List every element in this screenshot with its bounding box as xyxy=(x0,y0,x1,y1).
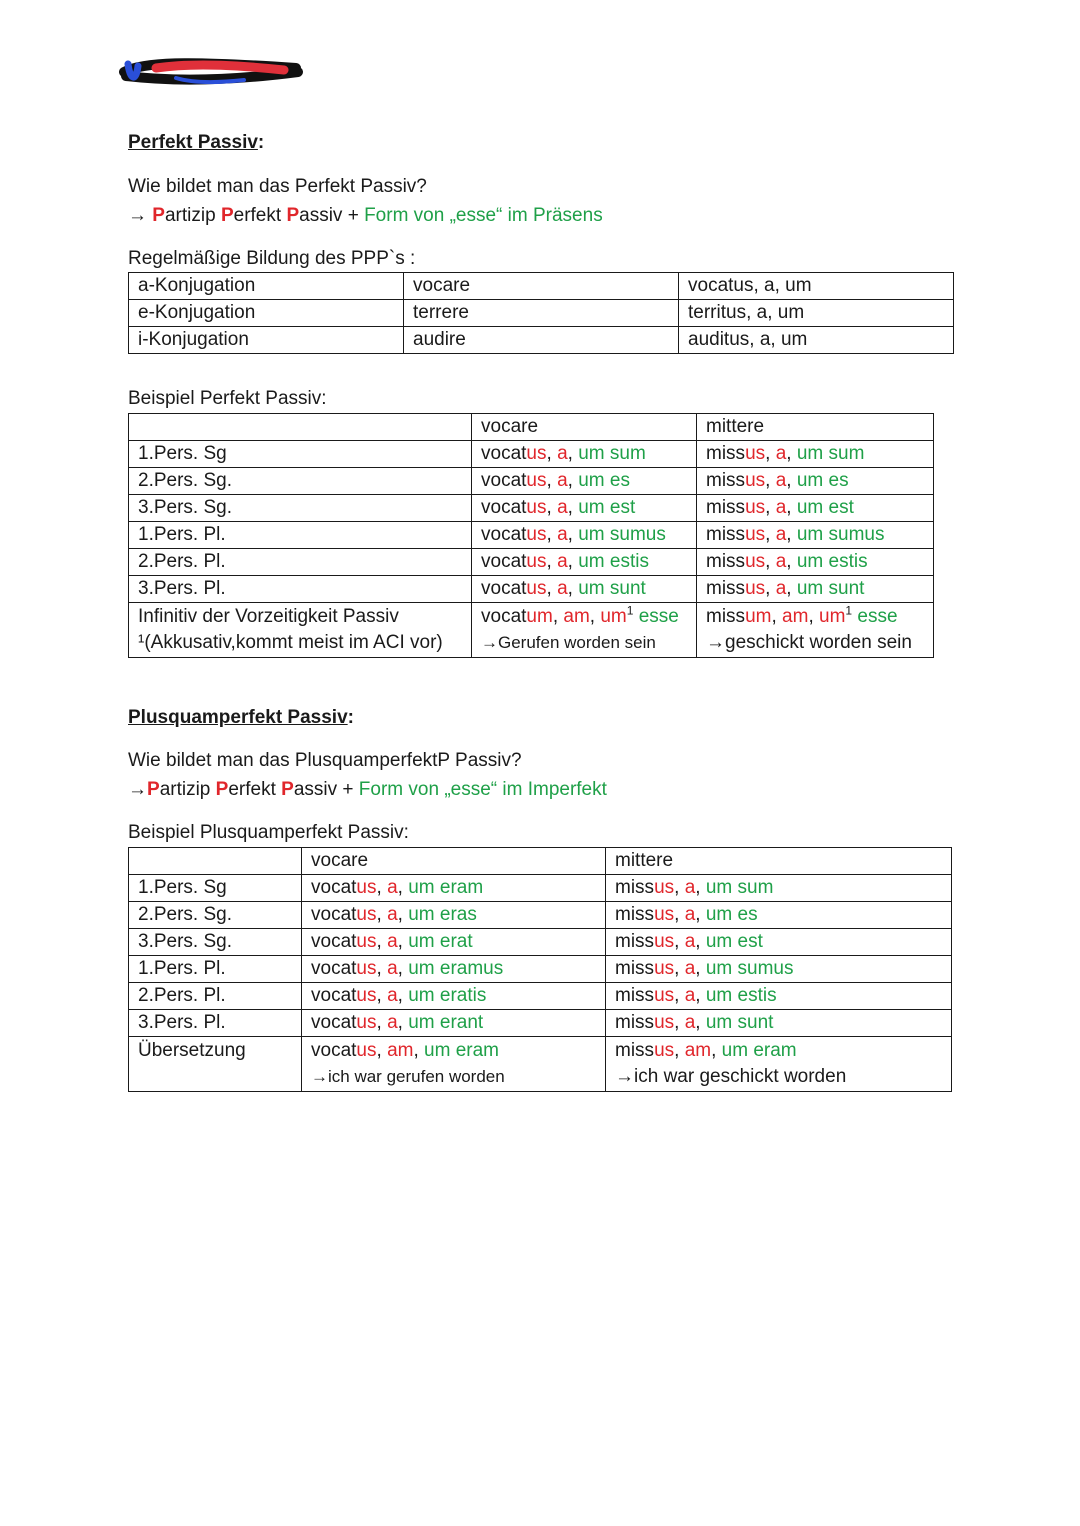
text-segment: Perfekt Passiv xyxy=(128,132,258,153)
text-segment: a xyxy=(557,470,568,491)
text-segment: , xyxy=(765,470,776,491)
text-segment: vocat xyxy=(481,524,527,545)
table-cell: 1.Pers. Pl. xyxy=(129,522,472,549)
table-cell: a-Konjugation xyxy=(129,273,404,300)
text-segment: us xyxy=(526,470,547,491)
text-segment: , xyxy=(674,958,685,979)
text-segment: P xyxy=(215,779,229,800)
table-row xyxy=(129,1037,952,1092)
text-segment: : xyxy=(257,132,265,153)
text-segment: a xyxy=(684,877,696,898)
text-segment: us xyxy=(745,551,766,572)
text-segment: miss xyxy=(615,1012,655,1033)
text-segment: a xyxy=(684,958,696,979)
table-cell: audire xyxy=(404,327,679,354)
text-segment: →Gerufen worden sein xyxy=(481,633,656,652)
text-segment: a xyxy=(684,931,696,952)
text-segment: vocat xyxy=(481,497,527,518)
text-segment: a xyxy=(387,877,398,898)
text-segment: , xyxy=(552,606,564,627)
text-segment: am xyxy=(782,606,809,627)
table-cell xyxy=(697,441,934,468)
table-cell xyxy=(472,522,697,549)
table-cell: vocare xyxy=(404,273,679,300)
text-segment: , xyxy=(567,578,573,599)
text-segment: vocat xyxy=(311,985,357,1006)
text-segment: a xyxy=(557,497,568,518)
text-segment: esse xyxy=(638,606,679,627)
text-segment: , xyxy=(711,1040,717,1061)
text-segment: , xyxy=(695,958,701,979)
text-segment: a xyxy=(387,931,398,952)
text-segment: us xyxy=(745,578,766,599)
text-segment: → xyxy=(128,205,153,226)
text-segment: vocat xyxy=(311,931,357,952)
table-row xyxy=(129,495,934,522)
text-segment: us xyxy=(356,958,377,979)
text-segment: , xyxy=(765,551,776,572)
text-segment: , xyxy=(546,524,558,545)
text-segment: , xyxy=(765,578,776,599)
perfekt-example-heading: Beispiel Perfekt Passiv: xyxy=(128,388,327,409)
text-segment: a xyxy=(557,578,568,599)
table-cell: vocatus, a, um xyxy=(679,273,954,300)
table-row xyxy=(129,414,934,441)
text-segment: um sumus xyxy=(796,524,885,545)
perfekt-question: Wie bildet man das Perfekt Passiv? xyxy=(128,176,427,197)
text-segment: P xyxy=(147,779,160,800)
text-segment: erfekt xyxy=(228,779,282,800)
text-segment: , xyxy=(397,985,403,1006)
text-segment: a xyxy=(387,1012,398,1033)
text-segment: us xyxy=(526,497,547,518)
table-cell xyxy=(697,549,934,576)
text-segment: um est xyxy=(796,497,854,518)
plusquamperfekt-passiv-heading xyxy=(128,703,354,732)
text-segment: + xyxy=(337,779,359,800)
text-segment: esse xyxy=(857,606,898,627)
text-segment: um estis xyxy=(705,985,777,1006)
ppp-heading: Regelmäßige Bildung des PPP`s : xyxy=(128,248,416,269)
table-cell xyxy=(472,603,697,658)
text-segment: us xyxy=(745,497,766,518)
table-cell: 2.Pers. Sg. xyxy=(129,468,472,495)
table-row xyxy=(129,300,954,327)
text-segment: us xyxy=(526,578,547,599)
table-cell xyxy=(697,468,934,495)
text-segment: , xyxy=(397,1012,403,1033)
table-cell xyxy=(606,956,952,983)
table-cell xyxy=(606,875,952,902)
table-cell xyxy=(472,576,697,603)
text-segment: P xyxy=(286,205,300,226)
text-segment: um sum xyxy=(705,877,774,898)
text-segment: vocat xyxy=(481,606,527,627)
table-cell xyxy=(472,468,697,495)
text-segment: us xyxy=(654,931,675,952)
text-segment: us xyxy=(654,1012,675,1033)
table-row xyxy=(129,522,934,549)
text-segment: us xyxy=(654,1040,675,1061)
text-segment: , xyxy=(567,551,573,572)
table-cell xyxy=(472,495,697,522)
table-row xyxy=(129,902,952,929)
text-segment: vocat xyxy=(481,578,527,599)
text-segment: um eram xyxy=(424,1040,499,1061)
text-segment: um estis xyxy=(578,551,649,572)
table-row xyxy=(129,441,934,468)
text-segment: um eram xyxy=(721,1040,797,1061)
text-segment: um xyxy=(526,606,553,627)
table-cell: 3.Pers. Pl. xyxy=(129,576,472,603)
text-segment: → xyxy=(128,779,147,800)
table-cell: terrere xyxy=(404,300,679,327)
text-segment: miss xyxy=(615,931,655,952)
text-segment: miss xyxy=(615,958,655,979)
table-row xyxy=(129,576,934,603)
plusquamperfekt-formula xyxy=(128,775,607,804)
table-cell: mittere xyxy=(697,414,934,441)
text-segment: , xyxy=(786,443,792,464)
text-segment: um xyxy=(745,606,772,627)
text-segment: vocat xyxy=(481,470,527,491)
text-segment: , xyxy=(674,904,685,925)
text-segment: , xyxy=(695,985,701,1006)
text-segment: miss xyxy=(615,877,655,898)
text-segment: miss xyxy=(706,470,746,491)
text-segment: miss xyxy=(615,904,655,925)
text-segment: a xyxy=(775,524,787,545)
text-segment: a xyxy=(684,904,696,925)
text-segment: a xyxy=(387,958,398,979)
table-cell: vocare xyxy=(302,848,606,875)
text-segment: us xyxy=(654,877,675,898)
table-row xyxy=(129,875,952,902)
table-cell: 1.Pers. Pl. xyxy=(129,956,302,983)
text-segment: , xyxy=(674,1040,685,1061)
table-cell: mittere xyxy=(606,848,952,875)
text-segment: us xyxy=(654,985,675,1006)
text-segment: us xyxy=(526,551,547,572)
text-segment: vocat xyxy=(311,877,357,898)
perfekt-passiv-heading xyxy=(128,128,264,157)
text-segment: , xyxy=(376,1012,388,1033)
text-segment: um est xyxy=(705,931,763,952)
text-segment: assiv xyxy=(299,205,343,226)
text-segment: vocat xyxy=(311,958,357,979)
text-segment: vocat xyxy=(311,1012,357,1033)
text-segment: um eramus xyxy=(408,958,504,979)
text-segment: , xyxy=(546,497,558,518)
text-segment: , xyxy=(786,497,792,518)
text-segment: vocat xyxy=(481,443,527,464)
text-segment: us xyxy=(356,985,377,1006)
text-segment: us xyxy=(356,931,377,952)
text-segment: vocat xyxy=(311,904,357,925)
text-segment: um sunt xyxy=(705,1012,774,1033)
table-cell xyxy=(472,549,697,576)
table-row xyxy=(129,929,952,956)
table-cell xyxy=(606,1010,952,1037)
text-segment: us xyxy=(654,904,675,925)
text-segment: a xyxy=(775,443,787,464)
table-cell xyxy=(472,441,697,468)
table-cell xyxy=(129,848,302,875)
text-segment: artizip xyxy=(164,205,221,226)
table-cell xyxy=(302,1037,606,1092)
plusquamperfekt-example-heading: Beispiel Plusquamperfekt Passiv: xyxy=(128,822,409,843)
text-segment: us xyxy=(745,524,766,545)
text-segment: Plusquamperfekt Passiv xyxy=(128,707,348,728)
text-segment: Form von „esse“ im Präsens xyxy=(364,205,603,226)
infinitive-label: Infinitiv der Vorzeitigkeit Passiv xyxy=(138,606,399,627)
table-cell xyxy=(697,603,934,658)
text-segment: →ich war gerufen worden xyxy=(311,1067,505,1086)
text-segment: um est xyxy=(578,497,636,518)
text-segment: erfekt xyxy=(233,205,287,226)
table-cell: 3.Pers. Sg. xyxy=(129,929,302,956)
text-segment: miss xyxy=(615,1040,655,1061)
text-segment: am xyxy=(387,1040,414,1061)
text-segment: , xyxy=(695,1012,701,1033)
table-cell: territus, a, um xyxy=(679,300,954,327)
text-segment: us xyxy=(654,958,675,979)
text-segment: , xyxy=(786,470,792,491)
text-segment: um sum xyxy=(796,443,865,464)
table-cell: e-Konjugation xyxy=(129,300,404,327)
text-segment: a xyxy=(775,470,787,491)
perfekt-example-table xyxy=(128,413,934,658)
text-segment: miss xyxy=(706,497,746,518)
text-segment: a xyxy=(775,578,787,599)
text-segment: miss xyxy=(706,578,746,599)
text-segment: a xyxy=(387,985,398,1006)
text-segment: um erant xyxy=(408,1012,484,1033)
text-segment: P xyxy=(281,779,294,800)
text-segment: , xyxy=(567,524,573,545)
text-segment: , xyxy=(674,931,685,952)
text-segment: a xyxy=(684,1012,696,1033)
text-segment: am xyxy=(684,1040,712,1061)
text-segment: , xyxy=(567,470,573,491)
text-segment: a xyxy=(387,904,398,925)
text-segment: →ich war geschickt worden xyxy=(615,1066,847,1087)
text-segment: am xyxy=(563,606,590,627)
text-segment: a xyxy=(775,497,787,518)
text-segment: P xyxy=(220,205,234,226)
text-segment: um eratis xyxy=(408,985,487,1006)
table-cell xyxy=(129,414,472,441)
table-cell: 3.Pers. Pl. xyxy=(129,1010,302,1037)
text-segment: miss xyxy=(706,443,746,464)
text-segment: um es xyxy=(796,470,849,491)
text-segment: , xyxy=(786,551,792,572)
text-segment: a xyxy=(557,524,568,545)
table-cell xyxy=(606,902,952,929)
table-cell xyxy=(606,1037,952,1092)
table-cell xyxy=(302,929,606,956)
text-segment: us xyxy=(745,470,766,491)
text-segment: , xyxy=(695,904,701,925)
text-segment: miss xyxy=(706,551,746,572)
text-segment: artizip xyxy=(159,779,216,800)
table-cell xyxy=(606,983,952,1010)
redacted-name-scribble xyxy=(116,52,306,92)
text-segment: um eras xyxy=(408,904,477,925)
table-cell xyxy=(302,902,606,929)
table-row xyxy=(129,549,934,576)
table-cell xyxy=(302,1010,606,1037)
table-row xyxy=(129,468,934,495)
text-segment: miss xyxy=(615,985,655,1006)
text-segment: , xyxy=(674,877,685,898)
text-segment: , xyxy=(546,551,558,572)
text-segment: um sunt xyxy=(796,578,865,599)
text-segment: um sunt xyxy=(578,578,646,599)
plusquamperfekt-example-table xyxy=(128,847,952,1092)
text-segment: a xyxy=(684,985,696,1006)
text-segment: um sumus xyxy=(705,958,794,979)
text-segment: vocat xyxy=(311,1040,357,1061)
text-segment: , xyxy=(674,1012,685,1033)
text-segment: , xyxy=(376,877,388,898)
text-segment: , xyxy=(695,877,701,898)
text-segment: um estis xyxy=(796,551,868,572)
text-segment: vocat xyxy=(481,551,527,572)
table-cell: 2.Pers. Sg. xyxy=(129,902,302,929)
text-segment: , xyxy=(546,443,558,464)
text-segment: , xyxy=(765,443,776,464)
text-segment: a xyxy=(557,551,568,572)
text-segment: um erat xyxy=(408,931,473,952)
text-segment: , xyxy=(546,578,558,599)
text-segment: , xyxy=(567,497,573,518)
table-cell xyxy=(606,929,952,956)
table-cell xyxy=(697,495,934,522)
text-segment: um xyxy=(819,606,846,627)
infinitive-note: ¹(Akkusativ,kommt meist im ACI vor) xyxy=(138,632,443,653)
text-segment: us xyxy=(526,524,547,545)
plusquamperfekt-question: Wie bildet man das PlusquamperfektP Passiv? xyxy=(128,750,522,771)
text-segment: a xyxy=(557,443,568,464)
text-segment: , xyxy=(786,578,792,599)
perfekt-formula xyxy=(128,201,603,230)
text-segment: miss xyxy=(706,606,746,627)
text-segment: + xyxy=(342,205,365,226)
text-segment: 1 xyxy=(845,603,853,618)
text-segment: , xyxy=(413,1040,419,1061)
table-row xyxy=(129,273,954,300)
text-segment: , xyxy=(546,470,558,491)
text-segment: us xyxy=(356,904,377,925)
text-segment: , xyxy=(376,931,388,952)
text-segment: , xyxy=(765,524,776,545)
table-row xyxy=(129,327,954,354)
table-cell xyxy=(302,983,606,1010)
table-cell xyxy=(302,956,606,983)
text-segment: miss xyxy=(706,524,746,545)
text-segment: , xyxy=(376,904,388,925)
text-segment: , xyxy=(376,958,388,979)
table-cell xyxy=(302,875,606,902)
text-segment: , xyxy=(397,877,403,898)
table-cell xyxy=(697,522,934,549)
table-cell: 1.Pers. Sg xyxy=(129,875,302,902)
table-row xyxy=(129,956,952,983)
translation-label: Übersetzung xyxy=(129,1037,302,1092)
table-cell: i-Konjugation xyxy=(129,327,404,354)
text-segment: , xyxy=(589,606,601,627)
table-row xyxy=(129,983,952,1010)
text-segment: Form von „esse“ im Imperfekt xyxy=(358,779,607,800)
text-segment: , xyxy=(567,443,573,464)
text-segment: →geschickt worden sein xyxy=(706,632,912,653)
text-segment: , xyxy=(695,931,701,952)
text-segment: um es xyxy=(705,904,758,925)
text-segment: assiv xyxy=(293,779,338,800)
text-segment: um es xyxy=(578,470,630,491)
text-segment: , xyxy=(397,931,403,952)
text-segment: um eram xyxy=(408,877,484,898)
text-segment: us xyxy=(356,1040,377,1061)
table-row xyxy=(129,603,934,658)
table-row xyxy=(129,848,952,875)
text-segment: , xyxy=(771,606,783,627)
table-row xyxy=(129,1010,952,1037)
table-cell xyxy=(697,576,934,603)
text-segment: um sum xyxy=(578,443,646,464)
table-cell: 1.Pers. Sg xyxy=(129,441,472,468)
text-segment: us xyxy=(356,877,377,898)
table-cell: vocare xyxy=(472,414,697,441)
table-cell: auditus, a, um xyxy=(679,327,954,354)
text-segment: , xyxy=(765,497,776,518)
table-cell: 3.Pers. Sg. xyxy=(129,495,472,522)
ppp-table xyxy=(128,272,954,354)
table-cell: 2.Pers. Pl. xyxy=(129,983,302,1010)
text-segment: , xyxy=(376,1040,388,1061)
text-segment: , xyxy=(397,904,403,925)
text-segment: , xyxy=(808,606,819,627)
text-segment: : xyxy=(347,707,354,728)
text-segment: 1 xyxy=(626,603,634,618)
text-segment: us xyxy=(356,1012,377,1033)
text-segment: us xyxy=(745,443,766,464)
text-segment: , xyxy=(786,524,792,545)
table-cell: 2.Pers. Pl. xyxy=(129,549,472,576)
text-segment: , xyxy=(376,985,388,1006)
text-segment: um xyxy=(600,606,627,627)
text-segment: a xyxy=(775,551,787,572)
text-segment: um sumus xyxy=(578,524,666,545)
text-segment: , xyxy=(674,985,685,1006)
text-segment: , xyxy=(397,958,403,979)
table-cell xyxy=(129,603,472,658)
text-segment: P xyxy=(152,205,165,226)
text-segment: us xyxy=(526,443,547,464)
